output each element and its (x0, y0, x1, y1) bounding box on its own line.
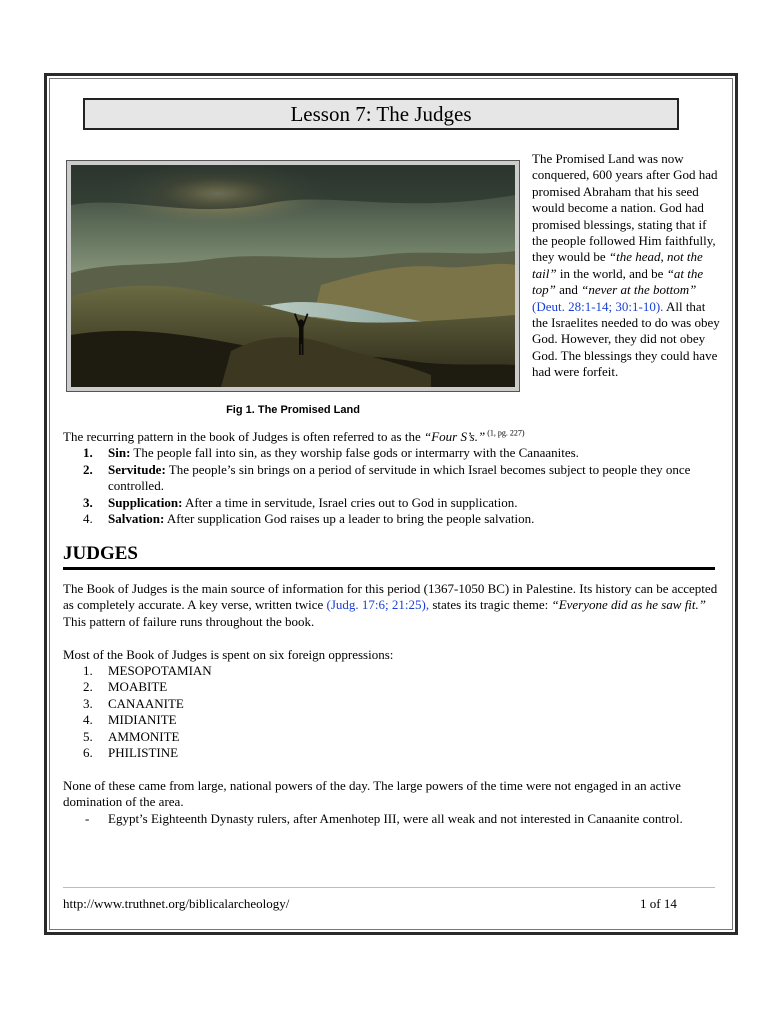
oppression-name: MESOPOTAMIAN (108, 663, 212, 679)
intro-paragraph (532, 151, 722, 381)
intro-text-1: The Promised Land was now conquered, 600 years after God had promised Abraham that his seed would become a nation. God had promised blessings, stating that if the people followed Him faithfully, they would be (532, 151, 718, 265)
figure-caption: Fig 1. The Promised Land (226, 404, 360, 416)
intro-text-5: All that the Israelites needed to do was obey God. However, they did not obey God. The blessings they could have had were forfeit. (532, 298, 720, 380)
oppression-number: 2. (83, 679, 93, 695)
four-s-quote: “Four S’s.” (424, 429, 486, 444)
promised-land-photo (71, 165, 515, 387)
intro-text-2: in the world, and be (556, 265, 667, 281)
four-s-item (63, 445, 723, 461)
oppression-number: 4. (83, 712, 93, 728)
four-s-number: 3. (83, 494, 93, 510)
four-s-number: 2. (83, 461, 93, 477)
egypt-bullet (63, 811, 723, 827)
intro-quote-3: “never at the bottom” (581, 282, 697, 298)
four-s-number: 4. (83, 511, 93, 527)
figure-frame (66, 160, 520, 392)
four-s-number: 1. (83, 445, 93, 461)
oppression-number: 6. (83, 745, 93, 761)
intro-text-3: and (555, 282, 582, 298)
oppression-name: PHILISTINE (108, 745, 179, 761)
four-s-item (63, 511, 723, 527)
page-number: 1 of 14 (640, 896, 677, 911)
judges-paragraph-3: None of these came from large, national powers of the day. The large powers of the time were not engaged in an active domination of the area. (63, 777, 681, 810)
four-s-term: Salvation: (108, 511, 165, 527)
judges-paragraph-1 (63, 581, 723, 630)
deuteronomy-reference[interactable]: (Deut. 28:1-14; 30:1-10). (532, 298, 664, 314)
four-s-term: Supplication: (108, 494, 183, 510)
four-s-text: The people fall into sin, as they worship false gods or intermarry with the Canaanites. (130, 445, 579, 461)
four-s-lead-text: The recurring pattern in the book of Judges is often referred to as the (63, 429, 424, 444)
four-s-section (63, 429, 723, 527)
judges-theme-quote: “Everyone did as he saw fit.” (551, 597, 707, 613)
oppression-item (63, 729, 723, 745)
intro-quote-1: “the head, not the tail” (532, 249, 703, 281)
four-s-term: Sin: (108, 445, 131, 461)
oppression-item (63, 679, 723, 695)
dash-bullet: - (85, 810, 90, 826)
egypt-bullet-text: Egypt’s Eighteenth Dynasty rulers, after Amenhotep III, were all weak and not interested in Canaanite control. (108, 810, 683, 826)
oppression-item (63, 745, 723, 761)
judges-para1-text-a: The Book of Judges is the main source of information for this period (1367-1050 BC) in Palestine. Its history can be accepted as completely accurate. A key verse, written twice (63, 581, 718, 613)
lesson-title: Lesson 7: The Judges (290, 101, 472, 126)
oppression-item (63, 696, 723, 712)
oppression-item (63, 712, 723, 728)
judges-paragraph-2: Most of the Book of Judges is spent on six foreign oppressions: (63, 646, 394, 662)
four-s-text: After supplication God raises up a leader to bring the people salvation. (164, 511, 535, 527)
oppression-number: 1. (83, 663, 93, 679)
lesson-title-box (83, 98, 679, 130)
four-s-lead (63, 429, 723, 445)
four-s-list (63, 445, 723, 527)
four-s-item (63, 495, 723, 511)
oppression-number: 3. (83, 695, 93, 711)
judges-para1-text-c: This pattern of failure runs throughout the book. (63, 613, 315, 629)
footer-url-link[interactable]: http://www.truthnet.org/biblicalarcheology/ (63, 896, 290, 911)
oppression-number: 5. (83, 728, 93, 744)
footer-divider (63, 887, 715, 888)
oppression-item (63, 663, 723, 679)
four-s-term: Servitude: (108, 461, 166, 477)
four-s-text: The people’s sin brings on a period of servitude in which Israel becomes subject to people they once controlled. (108, 461, 691, 494)
judges-body (63, 581, 723, 827)
judges-heading: JUDGES (63, 543, 715, 570)
judges-para1-text-b: states its tragic theme: (429, 597, 552, 613)
four-s-citation: (1, pg. 227) (485, 428, 525, 438)
four-s-item (63, 462, 723, 495)
oppression-name: MIDIANITE (108, 712, 177, 728)
intro-quote-2: “at the top” (532, 265, 704, 298)
four-s-text: After a time in servitude, Israel cries out to God in supplication. (182, 494, 518, 510)
judges-reference[interactable]: (Judg. 17:6; 21:25), (326, 597, 430, 613)
oppression-name: MOABITE (108, 679, 168, 695)
oppressions-list (63, 663, 723, 761)
oppression-name: CANAANITE (108, 695, 184, 711)
oppression-name: AMMONITE (108, 728, 180, 744)
